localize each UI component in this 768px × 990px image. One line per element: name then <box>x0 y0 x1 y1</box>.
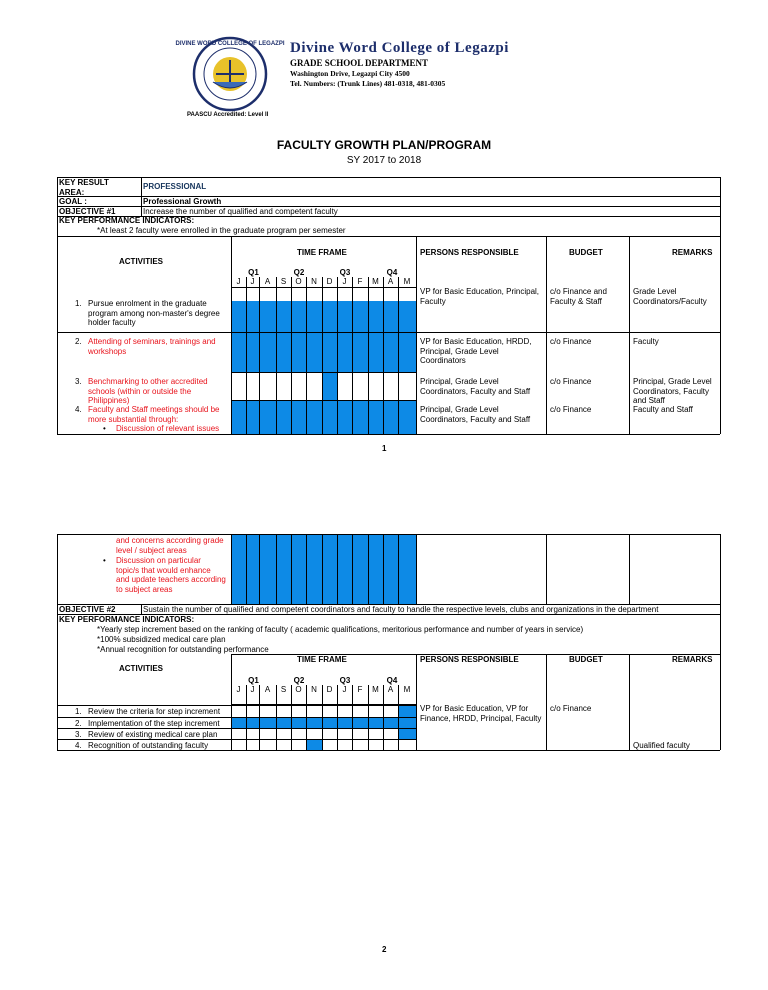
schedule-cell <box>353 401 368 434</box>
schedule-cell <box>399 333 416 372</box>
schedule-cell <box>307 535 322 604</box>
schedule-cell <box>247 718 259 728</box>
month-label: F <box>357 685 363 694</box>
activity4-text: Faculty and Staff meetings should be more substantial through: <box>88 405 220 424</box>
schedule-cell <box>338 535 352 604</box>
quarter-label: Q3 <box>339 268 351 277</box>
activity2-persons: VP for Basic Education, HRDD, Principal, Grade Level Coordinators <box>420 337 532 365</box>
month-divider <box>306 534 307 604</box>
month-label: D <box>326 277 333 286</box>
objective1-label: OBJECTIVE #1 <box>59 207 116 216</box>
kpi2-item: *Yearly step increment based on the ranking of faculty ( academic qualifications, meritorious performance and number of years in service) <box>97 625 584 634</box>
activities-header: ACTIVITIES <box>119 257 164 266</box>
schedule-cell <box>247 535 259 604</box>
schedule-cell <box>260 401 276 434</box>
schedule-cell <box>247 301 259 332</box>
section2-persons: VP for Basic Education, VP for Finance, HRDD, Principal, Faculty <box>420 704 542 723</box>
kpi2-item: *Annual recognition for outstanding performance <box>97 645 269 654</box>
schedule-cell <box>307 718 322 728</box>
schedule-cell <box>353 535 368 604</box>
schedule-cell <box>399 401 416 434</box>
activity3-text: Benchmarking to other accredited schools (within or outside the Philippines) <box>88 377 208 405</box>
continuation-text: and concerns according grade level / subject areas <box>116 536 224 555</box>
schedule-cell <box>369 535 383 604</box>
schedule-cell <box>307 333 322 372</box>
department-name: GRADE SCHOOL DEPARTMENT <box>290 58 429 68</box>
month-label: S <box>280 685 287 694</box>
schedule-cell <box>247 333 259 372</box>
month-divider <box>291 534 292 604</box>
activity3-budget: c/o Finance <box>550 377 592 386</box>
objective2-label: OBJECTIVE #2 <box>59 605 116 614</box>
month-divider <box>398 534 399 604</box>
schedule-cell <box>399 301 416 332</box>
schedule-cell <box>353 301 368 332</box>
month-divider <box>246 534 247 604</box>
kpi1-item: *At least 2 faculty were enrolled in the graduate program per semester <box>97 226 346 235</box>
quarter-label: Q1 <box>248 676 259 685</box>
schedule-cell <box>307 740 322 750</box>
page-number-2: 2 <box>382 945 387 954</box>
schedule-cell <box>323 535 337 604</box>
schedule-cell <box>323 401 337 434</box>
objective1-value: Increase the number of qualified and competent faculty <box>143 207 338 216</box>
month-label: O <box>295 277 302 286</box>
address: Washington Drive, Legazpi City 4500 <box>290 69 410 78</box>
month-label: J <box>236 277 241 286</box>
telephone: Tel. Numbers: (Trunk Lines) 481-0318, 481-0305 <box>290 79 446 88</box>
section2-budget: c/o Finance <box>550 704 592 713</box>
schedule-cell <box>323 718 337 728</box>
activity2-number: 2. <box>75 337 82 346</box>
school-year: SY 2017 to 2018 <box>346 155 422 166</box>
activity1-budget: c/o Finance and Faculty & Staff <box>550 287 607 306</box>
activity4-persons: Principal, Grade Level Coordinators, Faculty and Staff <box>420 405 531 424</box>
month-label: S <box>280 277 287 286</box>
activity-s2-2-number: 2. <box>75 719 82 728</box>
quarter-label: Q2 <box>293 676 305 685</box>
schedule-cell <box>292 535 306 604</box>
schedule-cell <box>338 301 352 332</box>
activity-s2-1-text: Review the criteria for step increment <box>88 707 221 716</box>
goal-label: GOAL : <box>59 197 87 206</box>
remarks-header: REMARKS <box>672 655 713 664</box>
month-label: J <box>342 685 347 694</box>
month-divider <box>322 534 323 604</box>
activity1-remarks: Grade Level Coordinators/Faculty <box>633 287 707 306</box>
document-title: FACULTY GROWTH PLAN/PROGRAM <box>276 138 492 152</box>
activity1-text: Pursue enrolment in the graduate program among non-master's degree holder faculty <box>88 299 220 327</box>
budget-header: BUDGET <box>569 248 603 257</box>
schedule-cell <box>307 301 322 332</box>
persons-header: PERSONS RESPONSIBLE <box>420 655 519 664</box>
schedule-cell <box>292 401 306 434</box>
month-label: N <box>311 277 317 286</box>
schedule-cell <box>369 333 383 372</box>
month-label: A <box>264 685 271 694</box>
schedule-cell <box>232 401 246 434</box>
schedule-cell <box>247 401 259 434</box>
activity-s2-3-number: 3. <box>75 730 82 739</box>
month-label: J <box>342 277 347 286</box>
objective2-value: Sustain the number of qualified and competent coordinators and faculty to handle the respective levels, clubs and organizations in the department <box>143 605 659 614</box>
bullet-dot: • <box>103 556 106 565</box>
schedule-cell <box>338 333 352 372</box>
timeframe-header: TIME FRAME <box>297 248 347 257</box>
month-divider <box>337 534 338 604</box>
activity4-bullet: Discussion of relevant issues <box>116 424 220 433</box>
activity-s2-1-number: 1. <box>75 707 82 716</box>
activity3-persons: Principal, Grade Level Coordinators, Faculty and Staff <box>420 377 531 396</box>
activity2-budget: c/o Finance <box>550 337 592 346</box>
goal-value: Professional Growth <box>143 197 222 206</box>
schedule-cell <box>353 333 368 372</box>
activity2-remarks: Faculty <box>633 337 659 346</box>
schedule-cell <box>292 333 306 372</box>
quarter-label: Q1 <box>248 268 259 277</box>
row-divider <box>57 705 416 706</box>
month-label: O <box>295 685 302 694</box>
kra-label: KEY RESULT AREA: <box>59 178 109 197</box>
schedule-cell <box>277 535 291 604</box>
month-label: M <box>372 685 379 694</box>
activity4-number: 4. <box>75 405 82 414</box>
month-label: M <box>372 277 379 286</box>
remarks-header: REMARKS <box>672 248 713 257</box>
kpi2-label: KEY PERFORMANCE INDICATORS: <box>59 615 195 624</box>
month-divider <box>352 534 353 604</box>
activity3-remarks: Principal, Grade Level Coordinators, Faculty and Staff <box>633 377 712 405</box>
accreditation: PAASCU Accredited: Level II <box>187 112 269 118</box>
activity2-text: Attending of seminars, trainings and workshops <box>88 337 216 356</box>
schedule-cell <box>399 535 416 604</box>
schedule-cell <box>260 535 276 604</box>
month-label: D <box>326 685 333 694</box>
kpi2-item: *100% subsidized medical care plan <box>97 635 226 644</box>
svg-text:DIVINE WORD COLLEGE OF LEGAZPI: DIVINE WORD COLLEGE OF LEGAZPI <box>175 41 285 47</box>
schedule-cell <box>384 401 398 434</box>
month-divider <box>368 534 369 604</box>
budget-header: BUDGET <box>569 655 603 664</box>
month-label: N <box>311 685 317 694</box>
month-label: A <box>387 685 394 694</box>
month-label: J <box>250 685 255 694</box>
schedule-cell <box>232 718 246 728</box>
schedule-cell <box>277 301 291 332</box>
schedule-cell <box>369 301 383 332</box>
persons-header: PERSONS RESPONSIBLE <box>420 248 519 257</box>
month-label: A <box>264 277 271 286</box>
quarter-label: Q3 <box>339 676 351 685</box>
quarter-label: Q4 <box>386 676 398 685</box>
schedule-cell <box>338 401 352 434</box>
schedule-cell <box>384 718 398 728</box>
schedule-cell <box>232 333 246 372</box>
page-number-1: 1 <box>382 444 387 453</box>
schedule-cell <box>399 706 416 717</box>
schedule-cell <box>232 301 246 332</box>
schedule-cell <box>369 718 383 728</box>
activities-header: ACTIVITIES <box>119 664 164 673</box>
activity-s2-4-text: Recognition of outstanding faculty <box>88 741 209 750</box>
continuation-bullet: Discussion on particular topic/s that would enhance and update teachers according to subject areas <box>116 556 226 594</box>
schedule-cell <box>292 301 306 332</box>
month-label: J <box>250 277 255 286</box>
schedule-cell <box>232 535 246 604</box>
month-label: M <box>403 685 411 694</box>
activity1-number: 1. <box>75 299 82 308</box>
kra-value: PROFESSIONAL <box>143 182 207 191</box>
month-label: J <box>236 685 241 694</box>
schedule-cell <box>277 401 291 434</box>
timeframe-header: TIME FRAME <box>297 655 347 664</box>
schedule-cell <box>292 718 306 728</box>
schedule-cell <box>260 301 276 332</box>
month-divider <box>276 534 277 604</box>
schedule-cell <box>323 301 337 332</box>
month-label: A <box>387 277 394 286</box>
quarter-label: Q2 <box>293 268 305 277</box>
college-name: Divine Word College of Legazpi <box>290 40 509 56</box>
schedule-cell <box>399 718 416 728</box>
activity-s2-3-text: Review of existing medical care plan <box>88 730 218 739</box>
schedule-cell <box>307 401 322 434</box>
schedule-cell <box>277 333 291 372</box>
bullet-dot: • <box>103 424 106 433</box>
activity-s2-4-number: 4. <box>75 741 82 750</box>
month-divider <box>383 534 384 604</box>
activity-s2-2-text: Implementation of the step increment <box>88 719 220 728</box>
month-label: M <box>403 277 411 286</box>
schedule-cell <box>399 729 416 739</box>
schedule-cell <box>353 718 368 728</box>
college-seal <box>175 36 285 112</box>
schedule-cell <box>384 535 398 604</box>
schedule-cell <box>260 333 276 372</box>
kpi1-label: KEY PERFORMANCE INDICATORS: <box>59 216 195 225</box>
month-divider <box>259 534 260 604</box>
activity3-number: 3. <box>75 377 82 386</box>
activity4-budget: c/o Finance <box>550 405 592 414</box>
schedule-cell <box>277 718 291 728</box>
schedule-cell <box>384 301 398 332</box>
quarter-label: Q4 <box>386 268 398 277</box>
schedule-cell <box>338 718 352 728</box>
schedule-cell <box>323 333 337 372</box>
activity4-remarks: Faculty and Staff <box>633 405 693 414</box>
schedule-cell <box>323 373 337 400</box>
month-label: F <box>357 277 363 286</box>
section2-remark4: Qualified faculty <box>633 741 690 750</box>
schedule-cell <box>260 718 276 728</box>
schedule-cell <box>384 333 398 372</box>
schedule-cell <box>369 401 383 434</box>
activity1-persons: VP for Basic Education, Principal, Faculty <box>420 287 540 306</box>
